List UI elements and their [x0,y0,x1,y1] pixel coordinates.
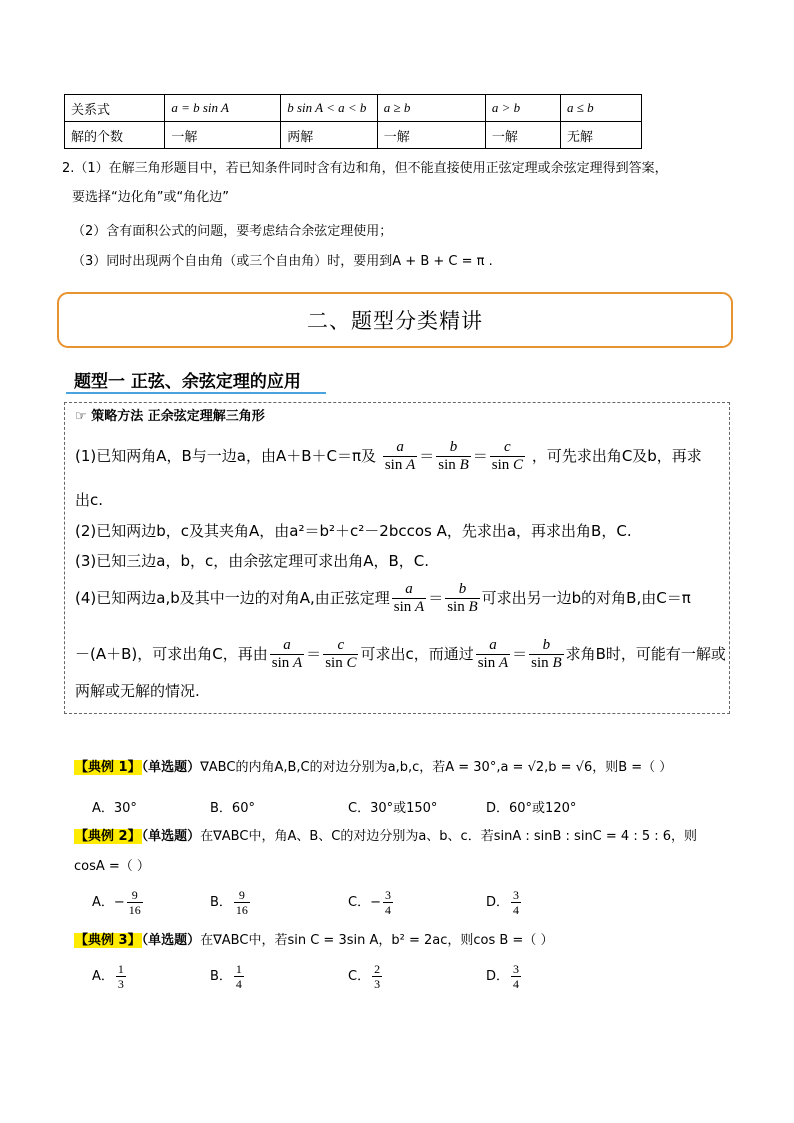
strategy-text: (4)已知两边a,b及其中一边的对角A,由正弦定理 [75,589,390,607]
option-b[interactable]: B． $\frac{1}{4}$ [210,962,242,991]
fraction: $\frac{a}{\text{sin A}}$ [271,637,303,671]
note-line-1: 2.（1）在解三角形题目中，若已知条件同时含有边和角，但不能直接使用正弦定理或余弦定理得到答案， [62,161,668,176]
option-b[interactable]: B．60° [210,801,255,816]
table-cell: 一解 [485,122,560,149]
table-cell: a > b [485,95,560,122]
note-line-3: （2）含有面积公式的问题，要考虑结合余弦定理使用； [72,224,393,239]
table-cell: 关系式 [65,95,165,122]
option-d[interactable]: D． $\frac{3}{4}$ [486,962,520,991]
strategy-title-row [75,407,265,427]
question-stem: 在∇ABC中，若sin C = 3sin A，b² = 2ac，则cos B =（ ） [200,933,554,948]
question-stem: 在∇ABC中，角A、B、C的对边分别为a、b、c．若sinA : sinB : sinC = 4 : 5 : 6，则 [200,829,698,844]
example-2-stem [74,827,697,847]
option-a[interactable]: A．30° [92,801,137,816]
option-b[interactable]: B． $\frac{9}{16}$ [210,888,248,917]
option-d[interactable]: D． $\frac{3}{4}$ [486,888,520,917]
question-type: （单选题） [141,829,201,844]
strategy-line-2: (2)已知两边b，c及其夹角A，由a²＝b²＋c²－2bccos A，先求出a，再求出角B，C. [75,522,632,540]
strategy-text: 可求出另一边b的对角B,由C＝π [481,589,691,607]
fraction: $\frac{c}{\text{sin C}}$ [325,637,357,671]
strategy-text: (1)已知两角A，B与一边a，由A＋B＋C＝π及 [75,447,377,465]
table-cell: a ≥ b [377,95,485,122]
fraction: $\frac{c}{\text{sin C}}$ [491,439,524,473]
fraction: $\frac{a}{\text{sin A}}$ [477,637,509,671]
strategy-line-5: －(A＋B)，可求出角C，再由 $\frac{a}{\text{sin A}}$ ＝ $\frac{c}{\text{sin C}}$ 可求出c，而通过 $\frac{a}{\text{sin A}}$ ＝ $\frac{b}{\text{sin B}}$ 求角B时，可能有一解或 [75,637,726,671]
fraction: $\frac{a}{\text{sin A}}$ [393,581,425,615]
strategy-box [64,402,730,714]
example-2-stem-cont: cosA =（ ） [74,859,150,874]
section-title-box [57,292,733,348]
option-d[interactable]: D．60°或120° [486,801,577,816]
question-stem: ∇ABC的内角A,B,C的对边分别为a,b,c，若A = 30°,a = √2,b = √6，则B =（ ） [200,760,673,775]
example-1-stem [74,758,672,778]
option-a[interactable]: A．− $\frac{9}{16}$ [92,888,141,917]
table-cell: 一解 [165,122,281,149]
example-3-stem [74,931,553,951]
table-cell: 解的个数 [65,122,165,149]
table-cell: a ≤ b [561,95,642,122]
strategy-text: －(A＋B)，可求出角C，再由 [75,645,268,663]
option-a[interactable]: A． $\frac{1}{3}$ [92,962,124,991]
option-c[interactable]: C．30°或150° [348,801,438,816]
option-c[interactable]: C． $\frac{2}{3}$ [348,962,381,991]
note-line-2: 要选择“边化角”或“角化边” [72,190,229,205]
table-row [65,95,642,122]
strategy-line-4: (4)已知两边a,b及其中一边的对角A,由正弦定理 $\frac{a}{\text{sin A}}$ ＝ $\frac{b}{\text{sin B}}$ 可求出另一边b的对角B,由C＝π [75,581,691,615]
fraction: $\frac{b}{\text{sin B}}$ [438,439,469,473]
table-row [65,122,642,149]
question-type: （单选题） [141,760,201,775]
strategy-line-3: (3)已知三边a，b，c，由余弦定理可求出角A，B，C. [75,552,430,570]
table-cell: a = b sin A [165,95,281,122]
table-cell: b sin A < a < b [281,95,378,122]
fraction: $\frac{a}{\text{sin A}}$ [384,439,416,473]
fraction: $\frac{b}{\text{sin B}}$ [447,581,478,615]
fraction: $\frac{b}{\text{sin B}}$ [531,637,562,671]
strategy-title: 策略方法 正余弦定理解三角形 [91,409,265,424]
heading-underline [66,392,326,394]
section-title: 二、题型分类精讲 [307,309,483,333]
topic-heading: 题型一 正弦、余弦定理的应用 [74,372,301,392]
strategy-line-1: (1)已知两角A，B与一边a，由A＋B＋C＝π及 $\frac{a}{\text{sin A}}$ ＝ $\frac{b}{\text{sin B}}$ ＝ $\frac{c}{\text{sin C}}$ ，可先求出角C及b，再求 [75,439,702,473]
note-line-4: （3）同时出现两个自由角（或三个自由角）时，要用到A + B + C = π . [72,254,493,269]
example-tag: 【典例 3】 [75,933,141,948]
strategy-text: 可求出c，而通过 [360,645,474,663]
table-cell: 两解 [281,122,378,149]
solutions-table [64,94,642,149]
option-c[interactable]: C．− $\frac{3}{4}$ [348,888,391,917]
strategy-text: ，可先求出角C及b，再求 [531,447,702,465]
example-tag: 【典例 1】 [75,760,141,775]
table-cell: 无解 [561,122,642,149]
strategy-line-6: 两解或无解的情况. [75,682,200,700]
table-cell: 一解 [377,122,485,149]
question-type: （单选题） [141,933,201,948]
example-tag: 【典例 2】 [75,829,141,844]
pointing-hand-icon: ☞ [75,409,87,424]
strategy-line-1c: 出c. [75,491,104,509]
strategy-text: 求角B时，可能有一解或 [565,645,726,663]
